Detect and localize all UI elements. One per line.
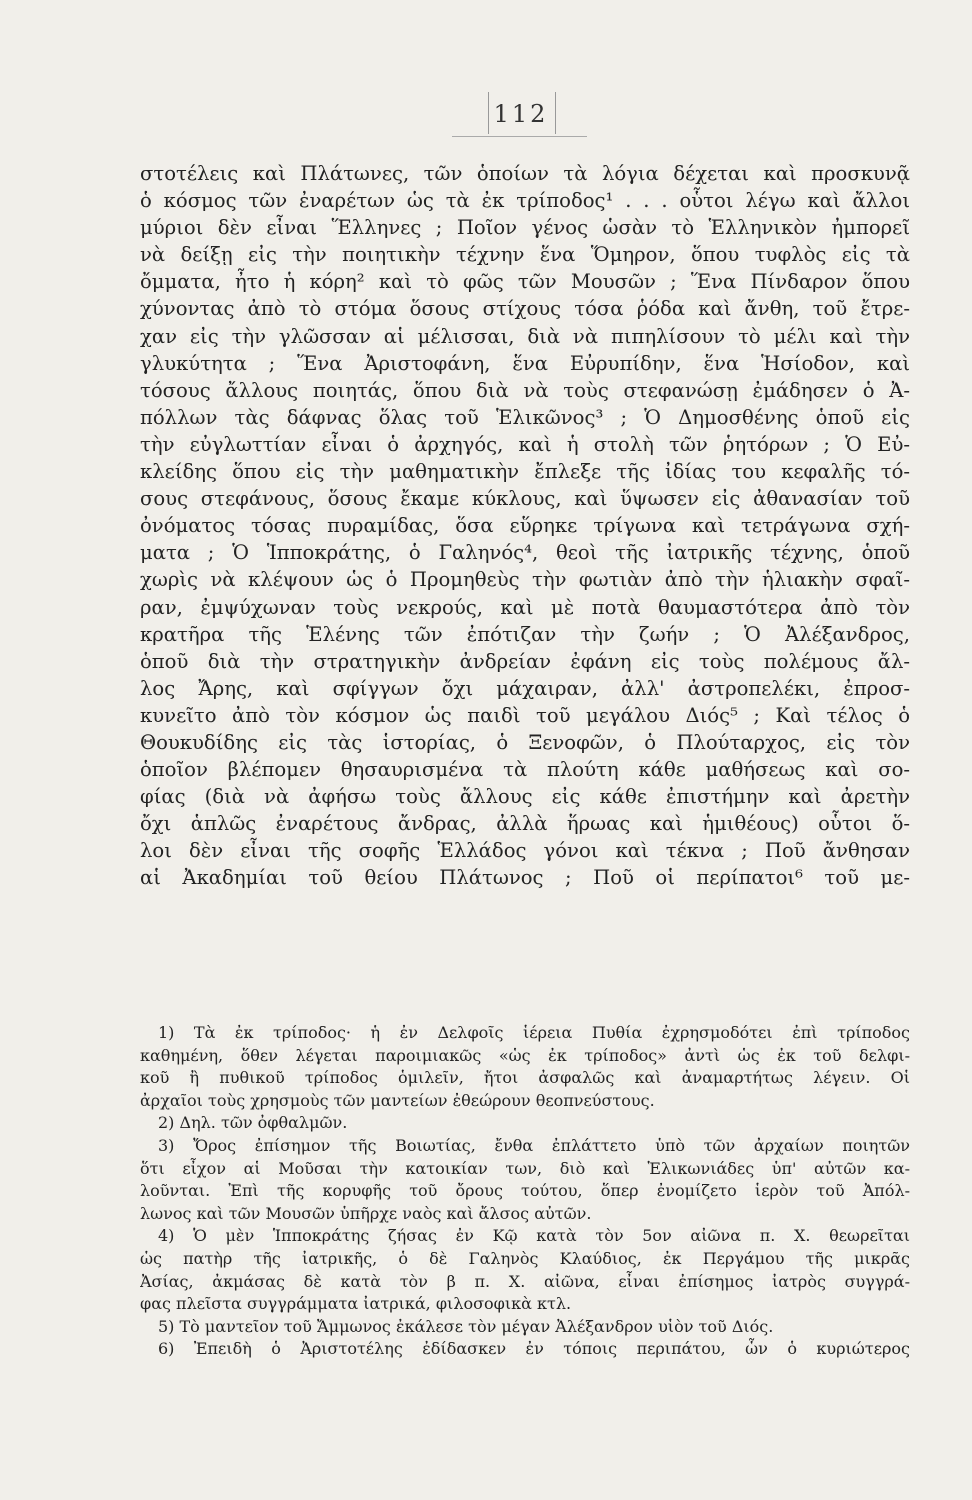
footnote-line: 1) Τὰ ἐκ τρίποδος· ἡ ἐν Δελφοῖς ἱέρεια Πυθία ἐχρησμοδότει ἐπὶ τρίποδος <box>158 1023 910 1042</box>
text-line: χαν εἰς τὴν γλῶσσαν αἱ μέλισσαι, διὰ νὰ πιπηλίσουν τὸ μέλι καὶ τὴν <box>140 324 910 348</box>
footnote-line: ὡς πατὴρ τῆς ἰατρικῆς, ὁ δὲ Γαληνὸς Κλαύδιος, ἐκ Περγάμου τῆς μικρᾶς <box>140 1248 910 1268</box>
footnote-line: καθημένη, ὅθεν λέγεται παροιμιακῶς «ὡς ἐκ τρίποδος» ἀντὶ ὡς ἐκ τοῦ δελφι- <box>140 1045 910 1065</box>
footnotes <box>140 1022 910 1361</box>
page-number: 112 <box>493 100 549 128</box>
text-line: νὰ δείξῃ εἰς τὴν ποιητικὴν τέχνην ἕνα Ὅμηρον, ὅπου τυφλὸς εἰς τὰ <box>140 243 910 267</box>
text-line: τόσους ἄλλους ποιητάς, ὅπου διὰ νὰ τοὺς στεφανώσῃ ἐμάδησεν ὁ Ἀ- <box>140 378 910 402</box>
header-rule <box>452 136 587 137</box>
text-line: ὁποῖον βλέπομεν θησαυρισμένα τὰ πλούτη κάθε μαθήσεως καὶ σο- <box>140 758 910 782</box>
footnote-line: λωνος καὶ τῶν Μουσῶν ὑπῆρχε ναὸς καὶ ἄλσος αὐτῶν. <box>140 1203 592 1223</box>
text-line: ὀνόματος τόσας πυραμίδας, ὅσα εὕρηκε τρίγωνα καὶ τετράγωνα σχή- <box>140 514 910 538</box>
text-line: ματα ; Ὁ Ἱπποκράτης, ὁ Γαληνός⁴, θεοὶ τῆς ἰατρικῆς τέχνης, ὁποῦ <box>140 541 910 565</box>
footnote-line: 3) Ὄρος ἐπίσημον τῆς Βοιωτίας, ἔνθα ἐπλάττετο ὑπὸ τῶν ἀρχαίων ποιητῶν <box>158 1135 910 1155</box>
footnote-line: 6) Ἐπειδὴ ὁ Ἀριστοτέλης ἐδίδασκεν ἐν τόποις περιπάτου, ὧν ὁ κυριώτερος <box>158 1339 910 1359</box>
text-line: λος Ἄρης, καὶ σφίγγων ὄχι μάχαιραν, ἀλλ' ἀστροπελέκι, ἐπροσ- <box>140 676 910 700</box>
text-line: χωρὶς νὰ κλέψουν ὡς ὁ Προμηθεὺς τὴν φωτιὰν ἀπὸ τὴν ἡλιακὴν σφαῖ- <box>140 568 910 592</box>
footnote-line: Ἀσίας, ἀκμάσας δὲ κατὰ τὸν β π. Χ. αἰῶνα, εἶναι ἐπίσημος ἰατρὸς συγγρά- <box>140 1271 910 1291</box>
text-line: αἱ Ἀκαδημίαι τοῦ θείου Πλάτωνος ; Ποῦ οἱ περίπατοι⁶ τοῦ με- <box>140 866 910 890</box>
footnote-line: λοῦνται. Ἐπὶ τῆς κορυφῆς τοῦ ὄρους τούτου, ὅπερ ἐνομίζετο ἱερὸν τοῦ Ἀπόλ- <box>140 1181 910 1201</box>
footnote-line: 2) Δηλ. τῶν ὀφθαλμῶν. <box>158 1113 348 1133</box>
text-line: Θουκυδίδης εἰς τὰς ἱστορίας, ὁ Ξενοφῶν, ὁ Πλούταρχος, εἰς τὸν <box>140 730 910 754</box>
footnote-line: ἀρχαῖοι τοὺς χρησμοὺς τῶν μαντείων ἐθεώρουν θεοπνεύστους. <box>140 1090 655 1110</box>
text-line: στοτέλεις καὶ Πλάτωνες, τῶν ὁποίων τὰ λόγια δέχεται καὶ προσκυνᾷ <box>140 162 910 185</box>
text-line: τὴν εὐγλωττίαν εἶναι ὁ ἀρχηγός, καὶ ἡ στολὴ τῶν ῥητόρων ; Ὁ Εὐ- <box>140 432 910 456</box>
text-line: ραν, ἐμψύχωναν τοὺς νεκρούς, καὶ μὲ ποτὰ θαυμαστότερα ἀπὸ τὸν <box>140 595 910 619</box>
text-line: πόλλων τὰς δάφνας ὅλας τοῦ Ἑλικῶνος³ ; Ὁ Δημοσθένης ὁποῦ εἰς <box>140 405 910 429</box>
text-line: κλείδης ὅπου εἰς τὴν μαθηματικὴν ἔπλεξε τῆς ἰδίας του κεφαλῆς τό- <box>140 460 910 484</box>
text-line: κυνεῖτο ἀπὸ τὸν κόσμον ὡς παιδὶ τοῦ μεγάλου Διός⁵ ; Καὶ τέλος ὁ <box>140 703 910 727</box>
main-text <box>140 160 910 892</box>
footnote-line: 4) Ὁ μὲν Ἱπποκράτης ζήσας ἐν Κῷ κατὰ τὸν 5ον αἰῶνα π. Χ. θεωρεῖται <box>158 1226 910 1246</box>
text-line: ὁποῦ διὰ τὴν στρατηγικὴν ἀνδρείαν ἐφάνη εἰς τοὺς πολέμους ἄλ- <box>140 649 910 673</box>
text-line: ὄμματα, ἦτο ἡ κόρη² καὶ τὸ φῶς τῶν Μουσῶν ; Ἕνα Πίνδαρον ὅπου <box>140 270 910 294</box>
text-line: ὄχι ἁπλῶς ἐναρέτους ἄνδρας, ἀλλὰ ἥρωας καὶ ἡμιθέους) οὗτοι ὅ- <box>140 812 910 836</box>
text-line: μύριοι δὲν εἶναι Ἕλληνες ; Ποῖον γένος ὡσὰν τὸ Ἑλληνικὸν ἠμπορεῖ <box>140 216 910 240</box>
footnote-line: κοῦ ἢ πυθικοῦ τρίποδος ὁμιλεῖν, ἤτοι ἀσφαλῶς καὶ ἀναμαρτήτως λέγειν. Οἱ <box>140 1068 910 1088</box>
footnote-line: φας πλεῖστα συγγράμματα ἰατρικά, φιλοσοφικὰ κτλ. <box>140 1294 572 1314</box>
text-line: γλυκύτητα ; Ἕνα Ἀριστοφάνη, ἕνα Εὐρυπίδην, ἕνα Ἡσίοδον, καὶ <box>140 351 910 375</box>
text-line: σους στεφάνους, ὅσους ἔκαμε κύκλους, καὶ ὕψωσεν εἰς ἀθανασίαν τοῦ <box>140 487 910 511</box>
text-line: χύνοντας ἀπὸ τὸ στόμα ὅσους στίχους τόσα ῥόδα καὶ ἄνθη, τοῦ ἔτρε- <box>140 297 910 321</box>
text-line: λοι δὲν εἶναι τῆς σοφῆς Ἑλλάδος γόνοι καὶ τέκνα ; Ποῦ ἄνθησαν <box>140 839 910 863</box>
text-line: κρατῆρα τῆς Ἑλένης τῶν ἐπότιζαν τὴν ζωήν ; Ὁ Ἀλέξανδρος, <box>140 622 910 646</box>
text-line: ὁ κόσμος τῶν ἐναρέτων ὡς τὰ ἐκ τρίποδος¹ . . . οὗτοι λέγω καὶ ἄλλοι <box>140 189 910 213</box>
footnote-line: ὅτι εἶχον αἱ Μοῦσαι τὴν κατοικίαν των, διὸ καὶ Ἑλικωνιάδες ὑπ' αὐτῶν κα- <box>140 1158 910 1178</box>
text-line: φίας (διὰ νὰ ἀφήσω τοὺς ἄλλους εἰς κάθε ἐπιστήμην καὶ ἀρετὴν <box>140 785 910 809</box>
footnote-line: 5) Τὸ μαντεῖον τοῦ Ἄμμωνος ἐκάλεσε τὸν μέγαν Ἀλέξανδρον υἱὸν τοῦ Διός. <box>158 1316 774 1336</box>
